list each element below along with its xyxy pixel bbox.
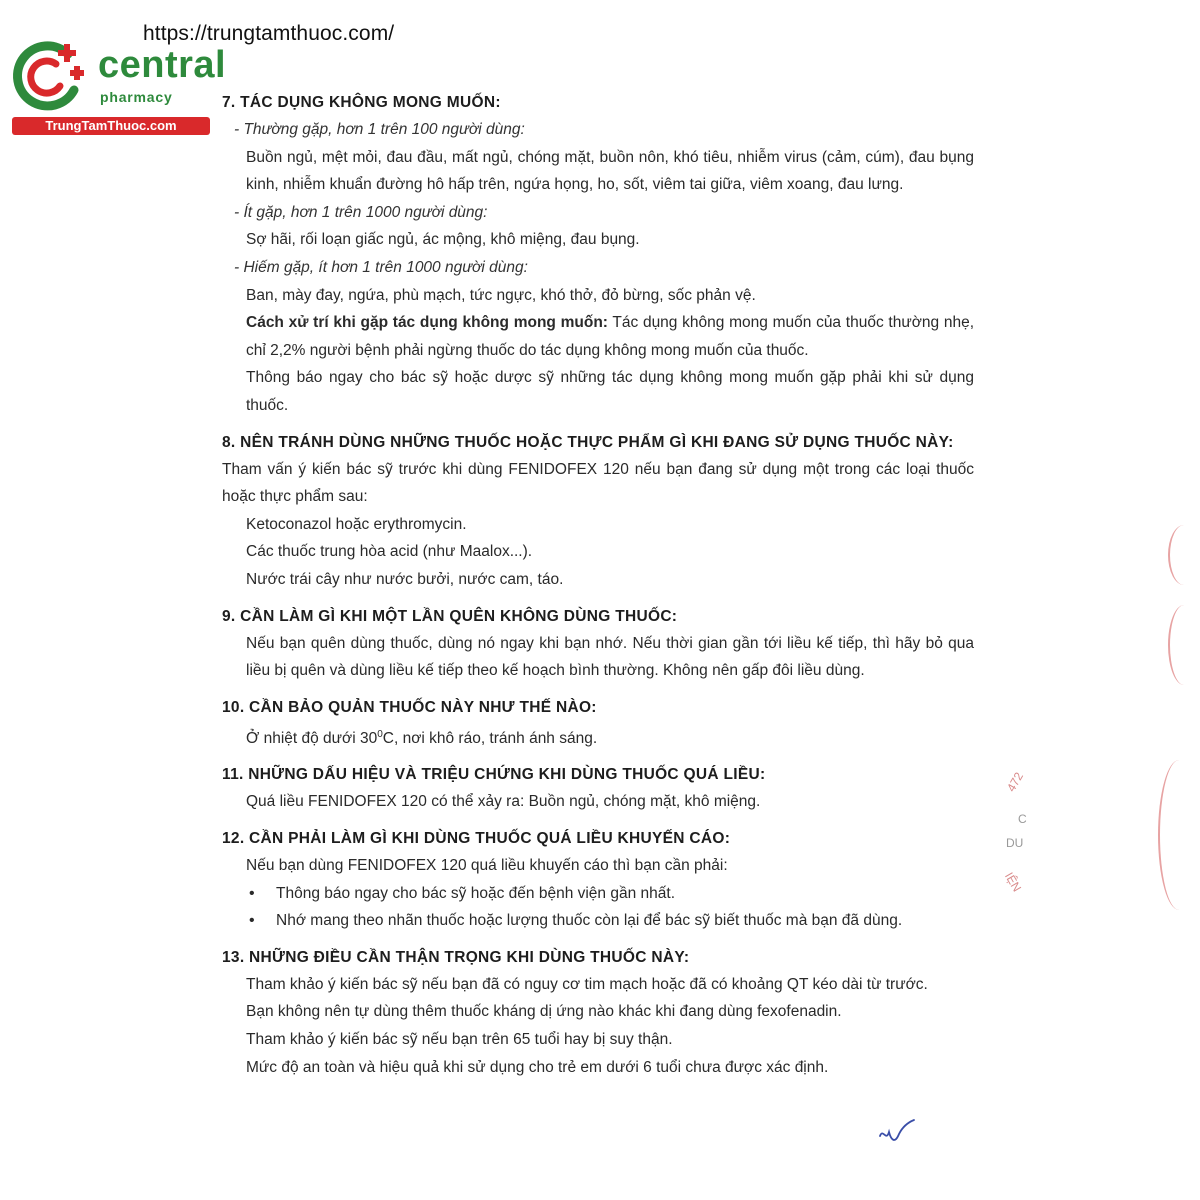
degree-superscript: 0 <box>377 728 383 740</box>
section-9-text: Nếu bạn quên dùng thuốc, dùng nó ngay khi bạn nhớ. Nếu thời gian gần tới liều kế tiếp, thì hãy bỏ qua liều bị quên và dùng liều kế tiếp theo kế hoạch bình thường. Không nên gấp đôi liều dùng. <box>246 634 974 680</box>
section-7-common-label: - Thường gặp, hơn 1 trên 100 người dùng: <box>234 121 525 138</box>
section-10-text <box>222 721 974 753</box>
section-7-handling-heading: Cách xử trí khi gặp tác dụng không mong muốn: <box>246 314 608 332</box>
section-7-uncommon-text: Sợ hãi, rối loạn giấc ngủ, ác mộng, khô miệng, đau bụng. <box>246 231 640 249</box>
section-7-notify-text: Thông báo ngay cho bác sỹ hoặc dược sỹ những tác dụng không mong muốn gặp phải khi sử dụng thuốc. <box>246 369 974 414</box>
section-8-title: 8. NÊN TRÁNH DÙNG NHỮNG THUỐC HOẶC THỰC PHẨM GÌ KHI ĐANG SỬ DỤNG THUỐC NÀY: <box>222 433 954 451</box>
section-7-title: 7. TÁC DỤNG KHÔNG MONG MUỐN: <box>222 94 501 111</box>
stamp-arc <box>1168 525 1200 585</box>
logo-brand-text: central <box>98 44 227 86</box>
stamp-text: 472 <box>1003 769 1027 795</box>
section-13-line: Tham khảo ý kiến bác sỹ nếu bạn đã có nguy cơ tim mạch hoặc đã có khoảng QT kéo dài từ trước. <box>246 975 928 993</box>
section-7-handling <box>222 309 974 364</box>
logo-banner: TrungTamThuoc.com <box>12 117 210 135</box>
section-7-rare-label: - Hiếm gặp, ít hơn 1 trên 1000 người dùng: <box>234 258 528 276</box>
section-8-intro: Tham vấn ý kiến bác sỹ trước khi dùng FENIDOFEX 120 nếu bạn đang sử dụng một trong các loại thuốc hoặc thực phẩm sau: <box>222 460 974 506</box>
section-7-rare-text: Ban, mày đay, ngứa, phù mạch, tức ngực, khó thở, đỏ bừng, sốc phản vệ. <box>246 286 756 304</box>
section-12-bullet: • Thông báo ngay cho bác sỹ hoặc đến bệnh viện gần nhất. <box>276 880 974 908</box>
section-7-handling-text: Tác dụng không mong muốn của thuốc thường nhẹ, chỉ 2,2% người bệnh phải ngừng thuốc do tác dụng không mong muốn của thuốc. <box>246 314 974 359</box>
section-10-text-start: Ở nhiệt độ dưới 30 <box>246 729 378 747</box>
section-13-title: 13. NHỮNG ĐIỀU CẦN THẬN TRỌNG KHI DÙNG THUỐC NÀY: <box>222 948 690 966</box>
section-12-bullet-list <box>222 880 974 935</box>
section-11-title: 11. NHỮNG DẤU HIỆU VÀ TRIỆU CHỨNG KHI DÙNG THUỐC QUÁ LIỀU: <box>222 766 766 784</box>
signature-mark <box>877 1118 917 1148</box>
section-13-line: Tham khảo ý kiến bác sỹ nếu bạn trên 65 tuổi hay bị suy thận. <box>246 1031 673 1048</box>
document-body <box>222 90 974 1081</box>
section-11-text: Quá liều FENIDOFEX 120 có thể xảy ra: Buồn ngủ, chóng mặt, khô miệng. <box>246 793 761 811</box>
section-8-item: Các thuốc trung hòa acid (như Maalox...). <box>246 543 533 561</box>
pharmacy-logo-icon <box>10 38 90 114</box>
section-8-item: Nước trái cây như nước bưởi, nước cam, táo. <box>246 570 564 588</box>
stamp-text: DU <box>1006 836 1024 850</box>
section-13-line: Mức độ an toàn và hiệu quả khi sử dụng cho trẻ em dưới 6 tuổi chưa được xác định. <box>246 1058 829 1076</box>
section-8-item: Ketoconazol hoặc erythromycin. <box>246 515 467 533</box>
central-pharmacy-logo[interactable] <box>10 38 227 138</box>
section-10-text-end: C, nơi khô ráo, tránh ánh sáng. <box>382 729 598 747</box>
section-7-common-text: Buồn ngủ, mệt mỏi, đau đầu, mất ngủ, chóng mặt, buồn nôn, khó tiêu, nhiễm virus (cảm, cúm), đau bụng kinh, nhiễm khuẩn đường hô hấp trên, ngứa họng, ho, sốt, viêm tai giữa, viêm xoang, đau lưng. <box>246 148 974 194</box>
section-13-line: Bạn không nên tự dùng thêm thuốc kháng dị ứng nào khác khi đang dùng fexofenadin. <box>246 1003 842 1021</box>
stamp-text: C <box>1018 812 1027 826</box>
stamp-arc <box>1158 760 1200 910</box>
section-12-bullet: • Nhớ mang theo nhãn thuốc hoặc lượng thuốc còn lại để bác sỹ biết thuốc mà bạn đã dùng. <box>276 907 974 935</box>
section-12-intro: Nếu bạn dùng FENIDOFEX 120 quá liều khuyến cáo thì bạn cần phải: <box>246 857 728 875</box>
section-9-title: 9. CẦN LÀM GÌ KHI MỘT LẦN QUÊN KHÔNG DÙNG THUỐC: <box>222 607 678 625</box>
stamp-arc <box>1168 605 1200 685</box>
logo-sub-text: pharmacy <box>100 89 173 105</box>
section-12-title: 12. CẦN PHẢI LÀM GÌ KHI DÙNG THUỐC QUÁ LIỀU KHUYẾN CÁO: <box>222 830 731 848</box>
source-url[interactable]: https://trungtamthuoc.com/ <box>143 22 395 45</box>
section-7-uncommon-label: - Ít gặp, hơn 1 trên 1000 người dùng: <box>234 203 488 221</box>
section-10-title: 10. CẦN BẢO QUẢN THUỐC NÀY NHƯ THẾ NÀO: <box>222 698 597 716</box>
stamp-text: IỆN <box>1001 869 1025 895</box>
